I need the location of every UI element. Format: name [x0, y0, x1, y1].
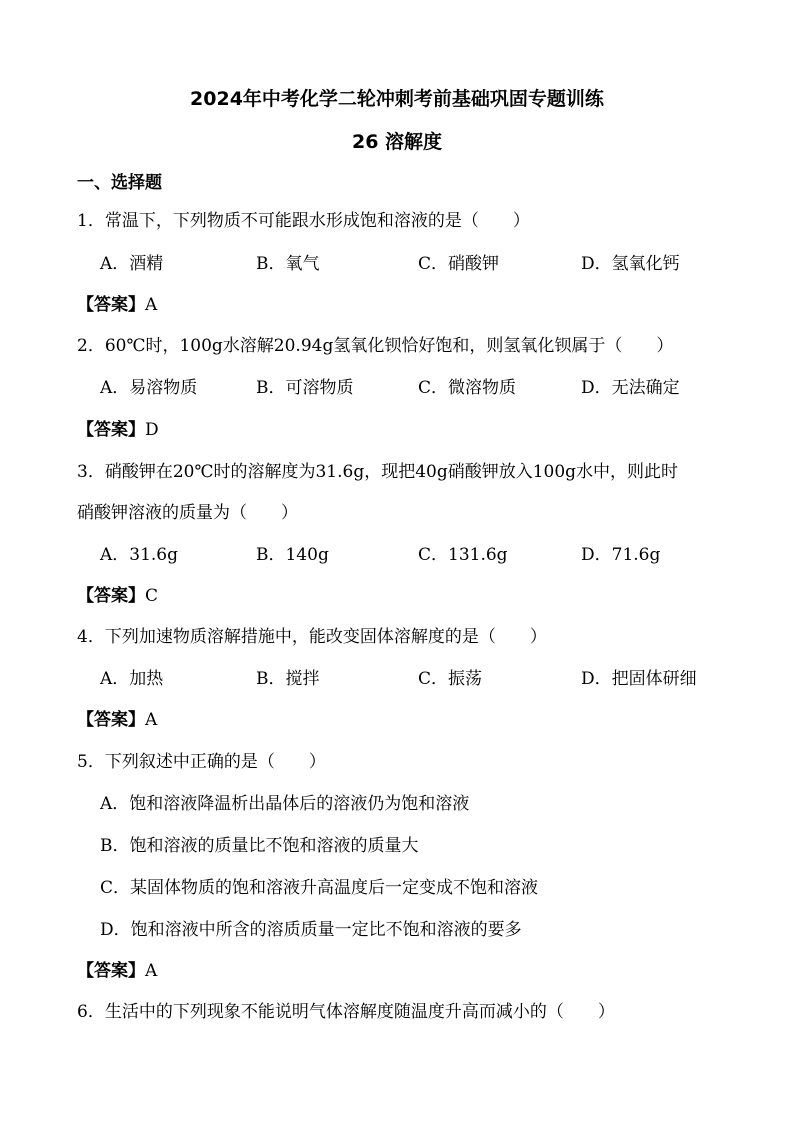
question-2-option-b: B．可溶物质	[256, 378, 354, 398]
question-3-stem-line-1: 3．硝酸钾在20℃时的溶解度为31.6g，现把40g硝酸钾放入100g水中，则此时	[77, 462, 679, 482]
question-2-option-a: A．易溶物质	[100, 378, 198, 398]
question-5-answer	[77, 959, 157, 983]
question-2-answer	[77, 418, 159, 442]
question-3-answer	[77, 584, 158, 608]
question-1-option-a: A．酒精	[100, 254, 164, 274]
question-2-option-d: D．无法确定	[581, 378, 680, 398]
question-1-answer	[77, 293, 157, 317]
answer-label: 【答案】	[77, 710, 145, 730]
doc-title: 2024年中考化学二轮冲刺考前基础巩固专题训练	[190, 88, 604, 110]
question-5-option-a: A．饱和溶液降温析出晶体后的溶液仍为饱和溶液	[100, 794, 470, 814]
question-1-stem: 1．常温下，下列物质不可能跟水形成饱和溶液的是（ ）	[77, 211, 530, 231]
answer-value: A	[145, 961, 158, 981]
question-2-option-c: C．微溶物质	[418, 378, 517, 398]
answer-value: A	[145, 295, 158, 315]
question-4-stem: 4．下列加速物质溶解措施中，能改变固体溶解度的是（ ）	[77, 627, 547, 647]
question-3-option-a: A．31.6g	[100, 545, 179, 565]
question-2-stem: 2．60℃时，100g水溶解20.94g氢氧化钡恰好饱和，则氢氧化钡属于（ ）	[77, 336, 674, 356]
question-4-option-b: B．搅拌	[256, 669, 320, 689]
answer-label: 【答案】	[77, 420, 145, 440]
question-1-option-b: B．氧气	[256, 254, 320, 274]
question-5-stem: 5．下列叙述中正确的是（ ）	[77, 752, 326, 772]
question-3-option-d: D．71.6g	[581, 545, 661, 565]
question-6-stem: 6．生活中的下列现象不能说明气体溶解度随温度升高而减小的（ ）	[77, 1002, 615, 1022]
question-4-answer	[77, 708, 157, 732]
question-1-option-d: D．氢氧化钙	[581, 254, 680, 274]
question-3-stem-line-2: 硝酸钾溶液的质量为（ ）	[77, 503, 298, 523]
question-4-option-a: A．加热	[100, 669, 164, 689]
question-1-option-c: C．硝酸钾	[418, 254, 500, 274]
question-3-option-b: B．140g	[256, 545, 329, 565]
question-3-option-c: C．131.6g	[418, 545, 508, 565]
question-5-option-b: B．饱和溶液的质量比不饱和溶液的质量大	[100, 836, 419, 856]
question-5-option-d: D．饱和溶液中所含的溶质质量一定比不饱和溶液的要多	[100, 920, 522, 940]
question-4-option-d: D．把固体研细	[581, 669, 697, 689]
answer-value: D	[145, 420, 159, 440]
answer-value: A	[145, 710, 158, 730]
question-5-option-c: C．某固体物质的饱和溶液升高温度后一定变成不饱和溶液	[100, 878, 539, 898]
section-heading: 一、选择题	[77, 173, 162, 193]
answer-value: C	[145, 586, 159, 606]
answer-label: 【答案】	[77, 961, 145, 981]
answer-label: 【答案】	[77, 295, 145, 315]
doc-subtitle: 26 溶解度	[351, 131, 443, 153]
question-4-option-c: C．振荡	[418, 669, 483, 689]
answer-label: 【答案】	[77, 586, 145, 606]
